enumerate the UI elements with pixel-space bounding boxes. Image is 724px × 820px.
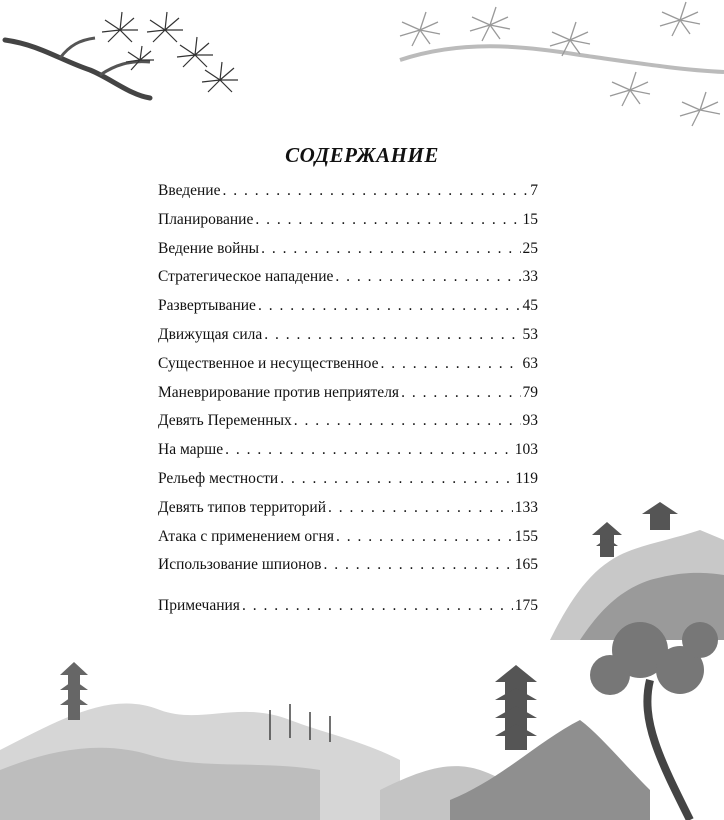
toc-entry-page: 165: [514, 556, 538, 574]
toc-entry-label: На марше: [158, 441, 224, 459]
toc-entry: [158, 412, 538, 441]
toc-leader-dots: [401, 384, 520, 402]
toc-entry-page: 79: [522, 383, 538, 401]
toc-leader-dots: [264, 326, 520, 344]
toc-leader-dots: [336, 528, 513, 546]
toc-entry-label: Маневрирование против неприятеля: [158, 383, 400, 401]
toc-leader-dots: [335, 268, 520, 286]
toc-leader-dots: [255, 211, 520, 229]
mountain-pagoda-right-illustration: [540, 500, 724, 640]
toc-leader-dots: [261, 240, 520, 258]
page-title: СОДЕРЖАНИЕ: [285, 143, 439, 167]
toc-entry-page: 25: [522, 239, 538, 257]
toc-entry-label: Девять типов территорий: [158, 498, 327, 516]
toc-leader-dots: [328, 499, 513, 517]
toc-notes-section: [158, 597, 538, 626]
toc-leader-dots: [225, 441, 513, 459]
toc-entry-label: Движущая сила: [158, 325, 263, 343]
toc-entry-page: 103: [514, 441, 538, 459]
toc-entry-label: Планирование: [158, 210, 254, 228]
toc-entry: [158, 297, 538, 326]
pine-branch-top-right-illustration: [380, 0, 724, 140]
table-of-contents: [158, 182, 538, 585]
toc-entry-label: Атака с применением огня: [158, 527, 334, 545]
toc-entry: [158, 470, 538, 499]
toc-entry-label: Девять Переменных: [158, 412, 292, 430]
toc-entry: [158, 211, 538, 240]
toc-entry-page: 93: [522, 412, 538, 430]
toc-entry-page: 175: [514, 597, 538, 614]
toc-entry: [158, 326, 538, 355]
toc-entry-page: 63: [522, 354, 538, 372]
toc-leader-dots: [323, 556, 512, 574]
toc-entry: [158, 240, 538, 269]
toc-entry-notes: [158, 597, 538, 626]
toc-entry-page: 45: [522, 297, 538, 315]
toc-entry-label: Стратегическое нападение: [158, 268, 334, 286]
toc-entry-page: 133: [514, 498, 538, 516]
toc-entry: [158, 384, 538, 413]
toc-leader-dots: [222, 182, 528, 200]
toc-entry-page: 155: [514, 527, 538, 545]
toc-entry-page: 15: [522, 210, 538, 228]
toc-entry-label: Введение: [158, 182, 221, 199]
toc-entry: [158, 499, 538, 528]
toc-entry-label: Примечания: [158, 597, 240, 614]
toc-entry: [158, 556, 538, 585]
toc-entry: [158, 355, 538, 384]
toc-entry-label: Использование шпионов: [158, 556, 322, 574]
toc-entry-page: 119: [515, 469, 538, 487]
toc-entry-label: Развертывание: [158, 297, 256, 315]
toc-leader-dots: [294, 412, 521, 430]
toc-entry-label: Существенное и несущественное: [158, 354, 379, 372]
toc-entry: [158, 441, 538, 470]
toc-entry-label: Ведение войны: [158, 239, 260, 257]
toc-entry-page: 33: [522, 268, 538, 286]
pine-branch-top-left-illustration: [0, 0, 260, 120]
toc-entry-label: Рельеф местности: [158, 469, 279, 487]
toc-leader-dots: [380, 355, 520, 373]
toc-entry: [158, 528, 538, 557]
toc-leader-dots: [258, 297, 521, 315]
toc-entry: [158, 182, 538, 211]
landscape-bottom-illustration: [0, 620, 724, 820]
toc-leader-dots: [242, 597, 513, 615]
toc-leader-dots: [280, 470, 513, 488]
toc-entry: [158, 268, 538, 297]
toc-entry-page: 53: [522, 325, 538, 343]
toc-entry-page: 7: [530, 182, 538, 199]
